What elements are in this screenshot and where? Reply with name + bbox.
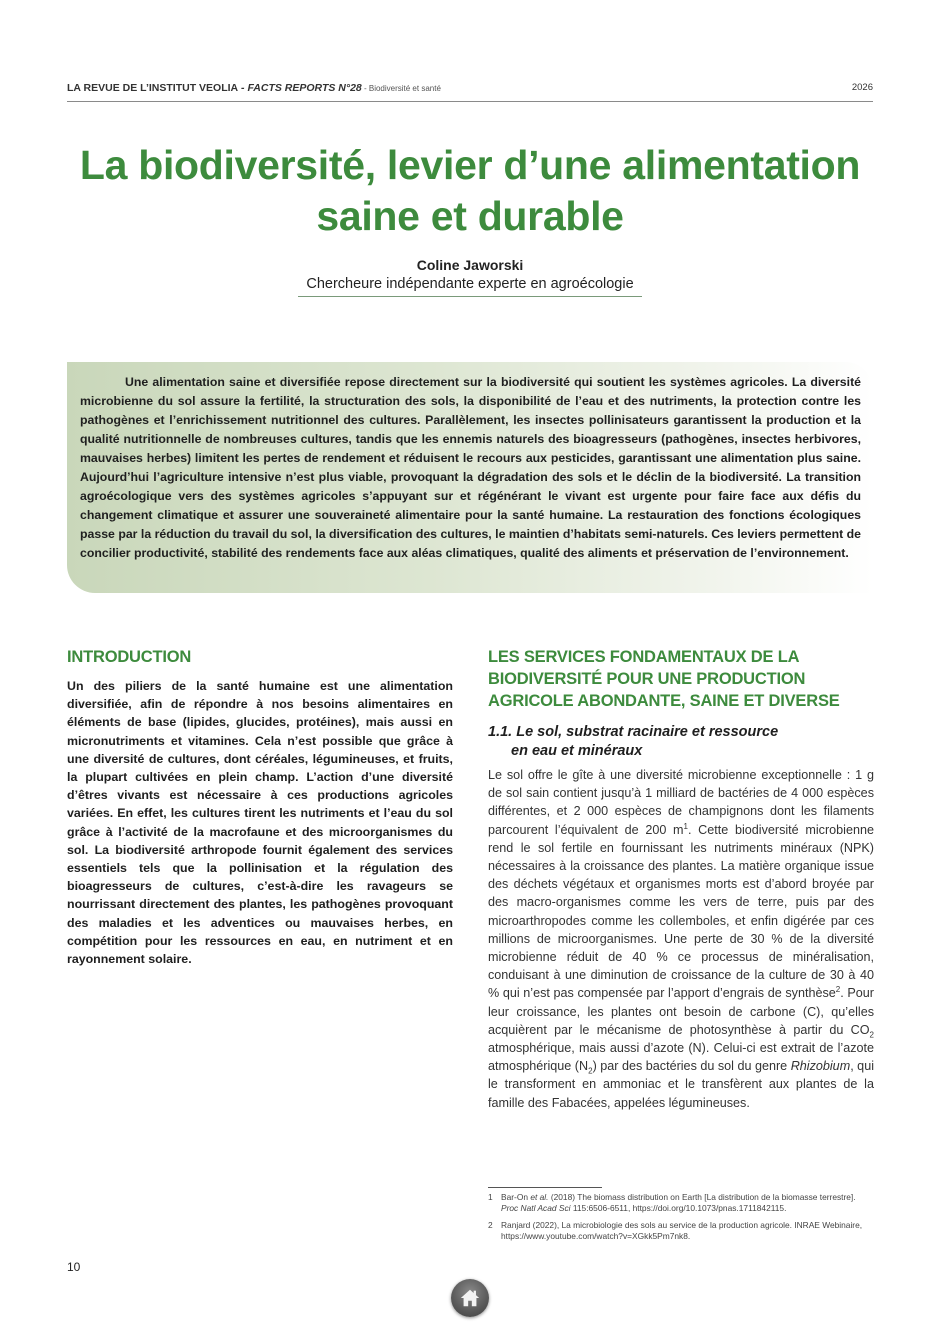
page-number: 10 — [67, 1260, 81, 1274]
soil-text-part1: Le sol offre le gîte à une diversité microbienne exceptionnelle : 1 g de sol sain contient jusqu’à 1 milliard de bactéries de 4 000 espèces différentes, et 2 000 espèces de champignons dont les filaments parcourent l’équivalent de 200 m — [488, 768, 874, 837]
footnote-ref-2[interactable]: 2 — [835, 985, 841, 995]
genus-name: Rhizobium — [790, 1059, 851, 1074]
soil-text-part2: . Cette biodiversité microbienne rend le sol fertile en fournissant les nutriments minéraux (NPK) nécessaires à la croissance des plantes. La matière organique issue des déchets végétaux et organismes morts est d’abord broyée par des macro-organismes comme les vers de terre, puis par des microarthropodes comme les collemboles, et enfin digérée par ces millions de microorganismes. Une perte de 30 % de la diversité microbienne réduit de 40 % ce processus de minéralisation, conduisant à une diminution de croissance de la culture de 30 à 40 % qui n’est pas compensée par l’apport d’engrais de synthèse — [488, 822, 874, 1001]
footnote-text — [501, 1192, 874, 1214]
footnote-link[interactable]: 115:6506-6511, https://doi.org/10.1073/pnas.1711842115. — [570, 1203, 787, 1213]
footnote-author: Bar-On — [501, 1192, 531, 1202]
header-year: 2026 — [851, 82, 873, 93]
footnotes — [488, 1192, 874, 1248]
footnote-divider — [488, 1187, 602, 1188]
footnote-2 — [488, 1220, 874, 1242]
soil-paragraph — [488, 766, 874, 1112]
home-icon — [459, 1287, 481, 1309]
abstract-text: Une alimentation saine et diversifiée repose directement sur la biodiversité qui soutient les systèmes agricoles. La diversité microbienne du sol assure la fertilité, la structuration des sols, la disponibilité de l’eau et des nutriments, la protection contre les pathogènes et l’enrichissement nutritionnel des cultures. Parallèlement, les insectes pollinisateurs garantissent la production et la qualité nutritionnelle de nombreuses cultures, tandis que les ennemis naturels des bioagresseurs (pathogènes, insectes herbivores, mauvaises herbes) limitent les pertes de rendement et réduisent le recours aux pesticides, garantissant une alimentation plus saine. Aujourd’hui l’agriculture intensive n’est plus viable, provoquant la dégradation des sols et le déclin de la biodiversité. La transition agroécologique vers des systèmes agricoles s’appuyant sur et régénérant le vivant est urgente pour faire face aux défis du changement climatique et assurer une souveraineté alimentaire pour la santé humaine. La restauration des fonctions écologiques passe par la réduction du travail du sol, la diversification des cultures, le maintien d’habitats semi-naturels. Ces leviers permettent de concilier productivité, stabilité des rendements face aux aléas climatiques, qualité des aliments et préservation de l’environnement. — [80, 375, 861, 560]
author-name: Coline Jaworski — [416, 257, 524, 273]
introduction-heading: INTRODUCTION — [67, 648, 192, 666]
footnote-title: (2018) The biomass distribution on Earth [La distribution de la biomasse terrestre]. — [548, 1192, 856, 1202]
footnote-number: 1 — [488, 1192, 493, 1202]
soil-text-part6: , qui le transforment en ammoniac et le transfèrent aux plantes de la famille des Fabacées, appelées légumineuses. — [488, 1059, 874, 1110]
right-column — [488, 646, 874, 1112]
soil-text-part3: . Pour leur croissance, les plantes ont besoin de carbone (C), qu’elles acquièrent par le mécanisme de photosynthèse à partir du CO — [488, 986, 874, 1037]
footnote-journal: Proc Natl Acad Sci — [501, 1203, 571, 1213]
footnote-text[interactable]: Ranjard (2022), La microbiologie des sols au service de la production agricole. INRAE Webinaire, https://www.youtube.com/watch?v=XGkk5Pm7nk8. — [501, 1220, 863, 1241]
affiliation-underline — [298, 296, 642, 297]
home-button[interactable] — [451, 1279, 489, 1317]
publication-name: LA REVUE DE L’INSTITUT VEOLIA — [67, 82, 239, 94]
issue-number: FACTS REPORTS N°28 — [247, 82, 362, 94]
soil-subheading — [488, 723, 874, 761]
soil-text-part5: ) par des bactéries du sol du genre — [592, 1059, 791, 1074]
soil-subheading-line1: 1.1. Le sol, substrat racinaire et ressource — [488, 724, 779, 740]
section-name: - Biodiversité et santé — [361, 84, 441, 93]
soil-subheading-line2: en eau et minéraux — [511, 743, 643, 759]
soil-text-part4: atmosphérique, mais aussi d’azote (N). Celui-ci est extrait de l’azote atmosphérique (N — [488, 1041, 874, 1074]
footnote-1 — [488, 1192, 874, 1214]
footnote-number: 2 — [488, 1220, 493, 1230]
running-header — [67, 80, 873, 96]
article-title: La biodiversité, levier d’une alimentation saine et durable — [79, 142, 861, 239]
author-affiliation: Chercheure indépendante experte en agroécologie — [306, 276, 634, 292]
co2-subscript: 2 — [869, 1030, 874, 1040]
footnote-et-al: et al. — [530, 1192, 549, 1202]
footnote-ref-1[interactable]: 1 — [683, 821, 688, 831]
n2-subscript: 2 — [588, 1066, 593, 1076]
abstract-box — [67, 362, 873, 593]
left-column — [67, 646, 453, 968]
services-heading: LES SERVICES FONDAMENTAUX DE LA BIODIVERSITÉ POUR UNE PRODUCTION AGRICOLE ABONDANTE, SAINE ET DIVERSE — [488, 648, 840, 710]
header-separator: - — [238, 82, 248, 94]
header-divider — [67, 101, 873, 102]
introduction-text: Un des piliers de la santé humaine est une alimentation diversifiée, afin de répondre à nos besoins alimentaires en éléments de base (lipides, glucides, protéines), mais aussi en micronutriments et vitamines. Cela n’est possible que grâce à une diversité de cultures, dont céréales, légumineuses, et fruits, la plupart cultivées en plein champ. L’action d’une diversité d’êtres vivants est nécessaire à ces productions agricoles variées. En effet, les cultures tirent les nutriments et l’eau du sol grâce à l’activité de la macrofaune et des microorganismes du sol. La biodiversité arthropode fournit également des services essentiels tels que la pollinisation et la régulation des bioagresseurs de cultures, c’est-à-dire les ravageurs se nourrissant directement des plantes, les pathogènes provoquant des maladies et les adventices ou mauvaises herbes, en compétition pour les ressources en eau, en nutriment et en rayonnement solaire. — [67, 679, 453, 967]
